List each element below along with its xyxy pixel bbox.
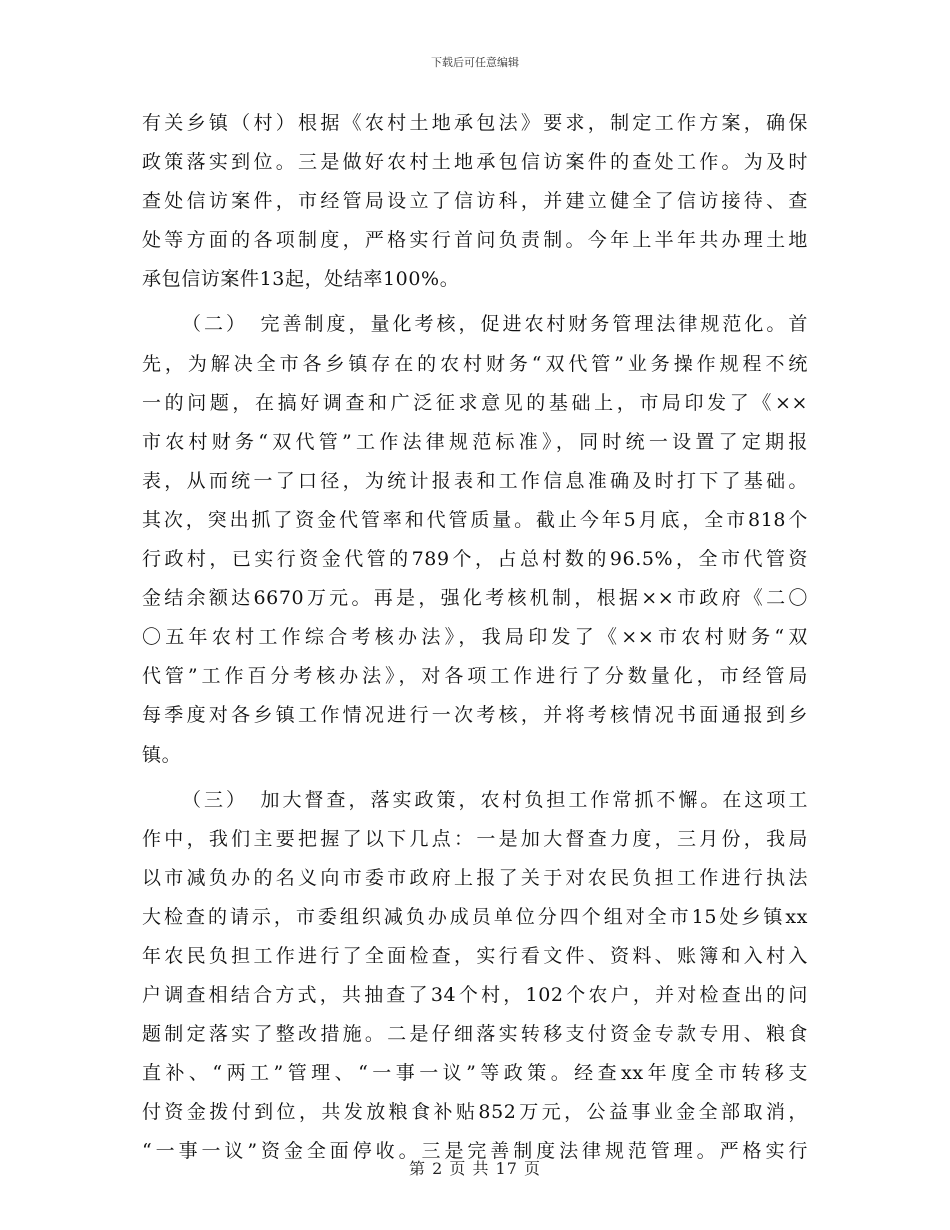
section-heading-line: （三） 加大督查，落实政策，农村负担工作常抓不懈。在这项工 [182, 788, 808, 811]
text-line: 年农民负担工作进行了全面检查，实行看文件、资料、账簿和入村入 [142, 944, 808, 967]
text-line: 以市减负办的名义向市委市政府上报了关于对农民负担工作进行执法 [142, 866, 808, 889]
page-number-footer: 第 2 页 共 17 页 [409, 1159, 541, 1178]
text-line: 金结余额达6670万元。再是，强化考核机制，根据××市政府《二〇 [142, 587, 808, 610]
text-line: 作中，我们主要把握了以下几点：一是加大督查力度，三月份，我局 [142, 827, 808, 850]
text-line: 镇。 [142, 743, 182, 766]
text-line: “一事一议”资金全面停收。三是完善制度法律规范管理。严格实行 [142, 1140, 808, 1163]
text-line: 查处信访案件，市经管局设立了信访科，并建立健全了信访接待、查 [142, 190, 808, 213]
section-heading-line: （二） 完善制度，量化考核，促进农村财务管理法律规范化。首 [182, 313, 808, 336]
text-line: 行政村，已实行资金代管的789个，占总村数的96.5%，全市代管资 [142, 548, 808, 571]
document-body [142, 104, 808, 1172]
text-line: 政策落实到位。三是做好农村土地承包信访案件的查处工作。为及时 [142, 151, 808, 174]
text-line: 表，从而统一了口径，为统计报表和工作信息准确及时打下了基础。 [142, 469, 808, 492]
text-line: 有关乡镇（村）根据《农村土地承包法》要求，制定工作方案，确保 [142, 112, 808, 134]
text-line: 每季度对各乡镇工作情况进行一次考核，并将考核情况书面通报到乡 [142, 704, 808, 727]
page-header: 下载后可任意编辑 [431, 56, 519, 69]
text-line: 承包信访案件13起，处结率100%。 [142, 268, 460, 291]
text-line: 先，为解决全市各乡镇存在的农村财务“双代管”业务操作规程不统 [142, 352, 808, 375]
text-line: 一的问题，在搞好调查和广泛征求意见的基础上，市局印发了《×× [142, 391, 808, 414]
text-line: 户调查相结合方式，共抽查了34个村，102个农户，并对检查出的问 [142, 984, 808, 1007]
text-line: 直补、“两工”管理、“一事一议”等政策。经查xx年度全市转移支 [142, 1062, 808, 1085]
text-line: 〇五年农村工作综合考核办法》，我局印发了《××市农村财务“双 [142, 626, 808, 649]
text-line: 其次，突出抓了资金代管率和代管质量。截止今年5月底，全市818个 [142, 508, 808, 531]
text-line: 市农村财务“双代管”工作法律规范标准》，同时统一设置了定期报 [142, 430, 808, 453]
text-line: 题制定落实了整改措施。二是仔细落实转移支付资金专款专用、粮食 [142, 1023, 808, 1046]
text-line: 付资金拨付到位，共发放粮食补贴852万元，公益事业金全部取消， [142, 1101, 808, 1124]
text-line: 代管”工作百分考核办法》，对各项工作进行了分数量化，市经管局 [142, 665, 808, 688]
text-line: 大检查的请示，市委组织减负办成员单位分四个组对全市15处乡镇xx [142, 905, 808, 928]
text-line: 处等方面的各项制度，严格实行首问负责制。今年上半年共办理土地 [142, 229, 808, 252]
